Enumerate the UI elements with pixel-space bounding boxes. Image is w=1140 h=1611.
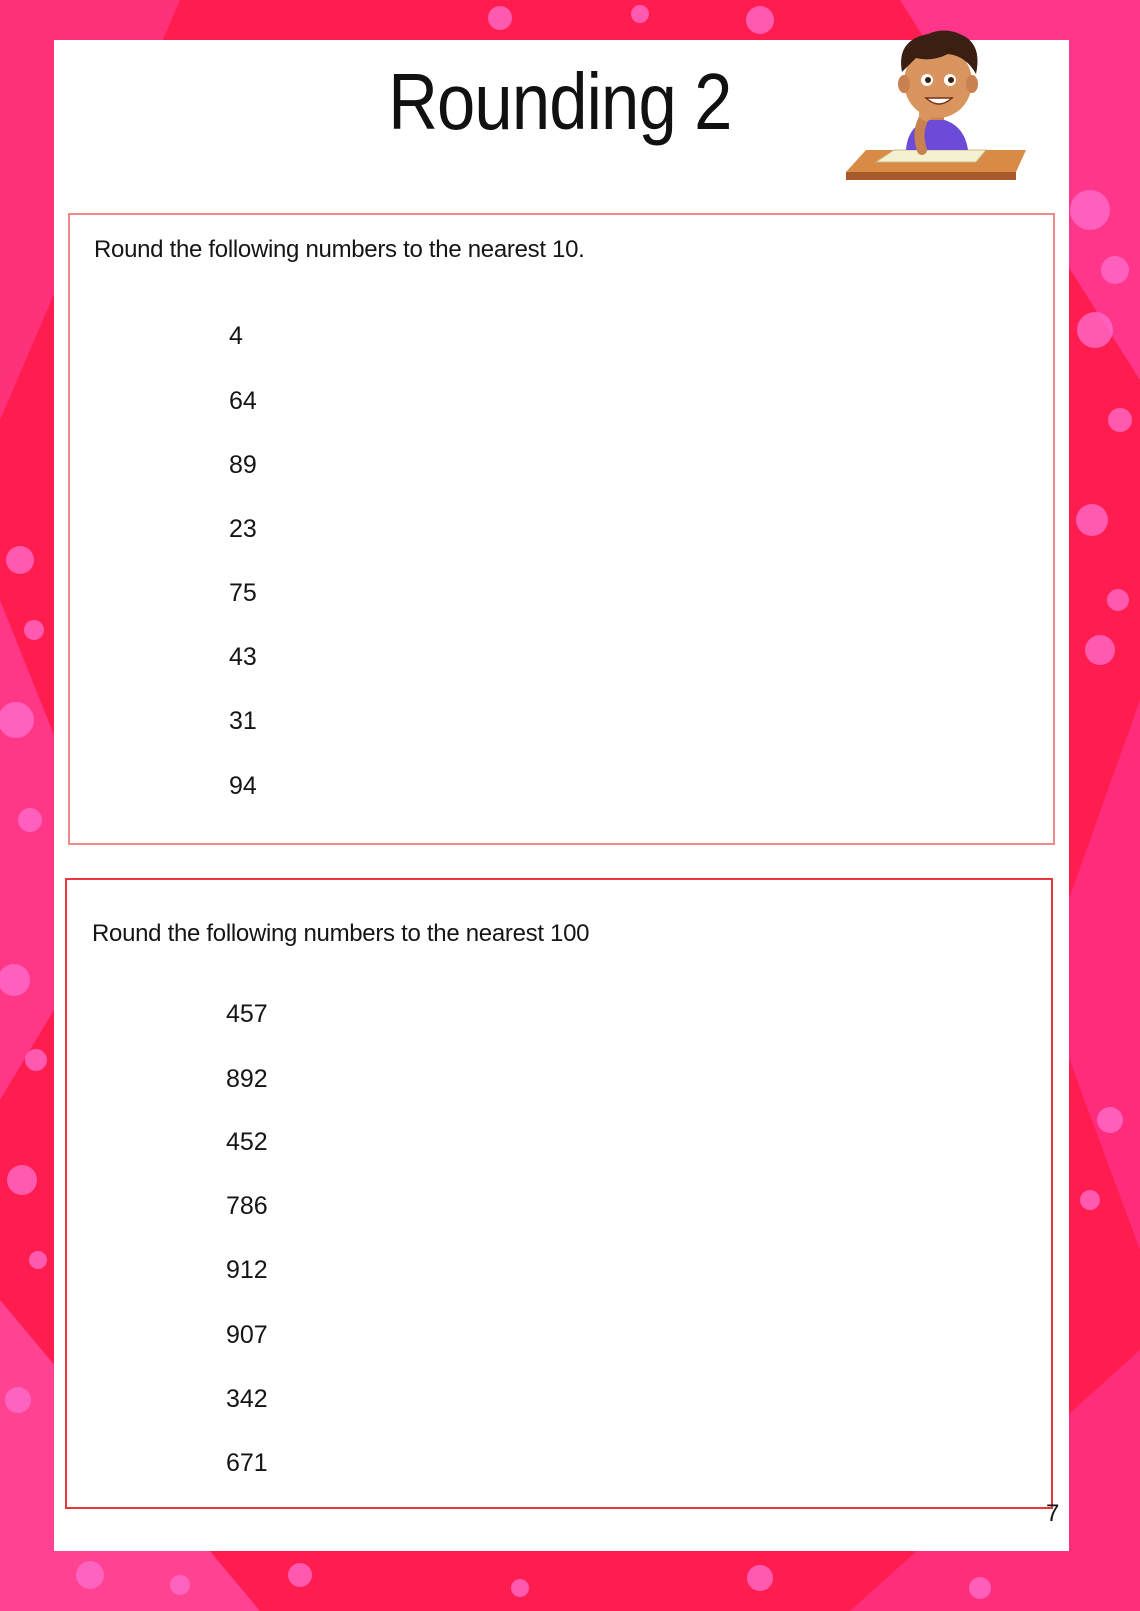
number-item: 89 [229, 451, 257, 479]
student-at-desk-illustration [836, 22, 1031, 192]
number-item: 907 [226, 1321, 268, 1349]
number-item: 892 [226, 1065, 268, 1093]
number-item: 452 [226, 1128, 268, 1156]
number-item: 75 [229, 579, 257, 607]
number-item: 43 [229, 643, 257, 671]
page-number: 7 [1046, 1500, 1060, 1527]
number-item: 94 [229, 772, 257, 800]
number-item: 23 [229, 515, 257, 543]
instruction-nearest-100: Round the following numbers to the nearest 100 [92, 920, 590, 947]
section-nearest-10 [68, 213, 1055, 845]
instruction-nearest-10: Round the following numbers to the nearest 10. [94, 236, 585, 263]
number-item: 671 [226, 1449, 268, 1477]
number-item: 31 [229, 707, 257, 735]
number-item: 786 [226, 1192, 268, 1220]
page-title: Rounding 2 [388, 57, 732, 146]
number-item: 912 [226, 1256, 268, 1284]
number-item: 4 [229, 322, 243, 350]
number-item: 457 [226, 1000, 268, 1028]
section-nearest-100 [65, 878, 1053, 1509]
number-item: 64 [229, 387, 257, 415]
number-item: 342 [226, 1385, 268, 1413]
